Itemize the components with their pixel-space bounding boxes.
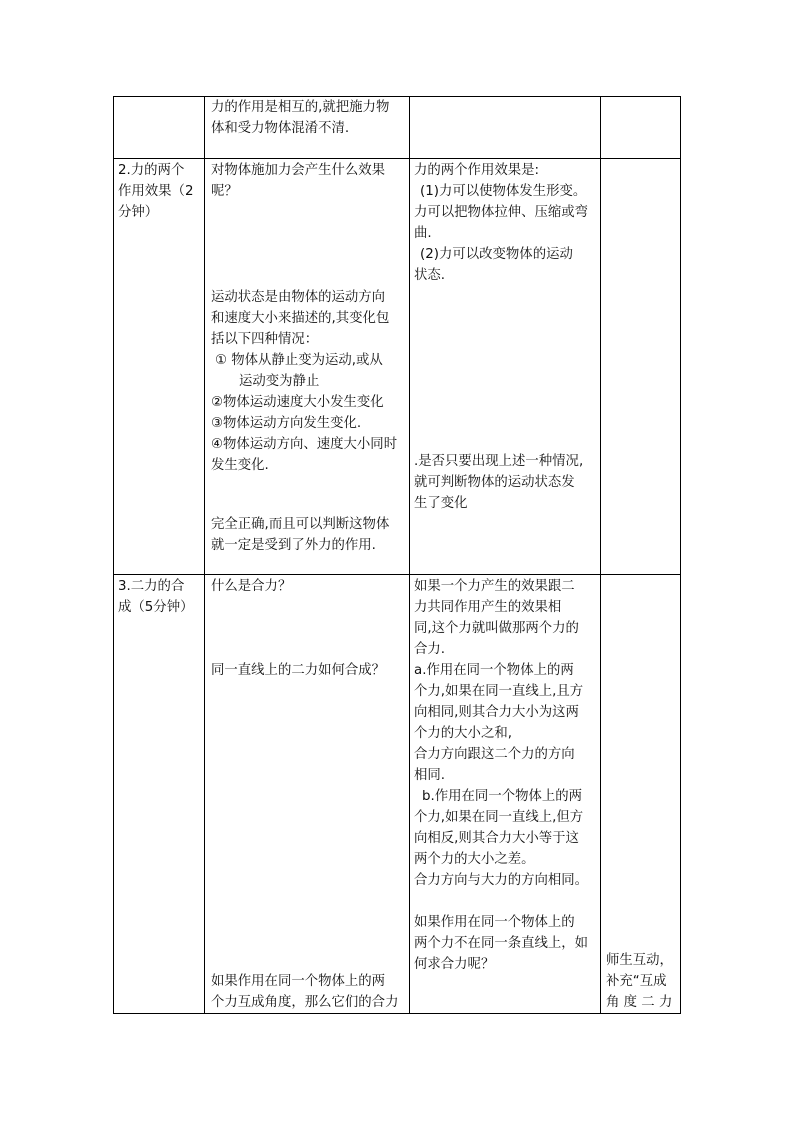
text-line: 个力,如果在同一直线上,且方 bbox=[414, 684, 584, 699]
table-border-right bbox=[680, 96, 681, 1014]
text-line: 合力方向与大力的方向相同。 bbox=[414, 873, 589, 888]
row2-stage-cell bbox=[118, 160, 193, 223]
text-line: 两个力的大小之差。 bbox=[414, 852, 535, 867]
text-line: 角 度 二 力 bbox=[606, 995, 673, 1010]
text-line: 如果作用在同一个物体上的两 bbox=[211, 974, 386, 989]
row-divider-2 bbox=[113, 574, 681, 575]
text-line: 呢？ bbox=[211, 184, 238, 199]
text-line: 就可判断物体的运动状态发 bbox=[414, 475, 575, 490]
text-line: 力共同作用产生的效果相 bbox=[414, 600, 562, 615]
text-line: 如果作用在同一个物体上的 bbox=[414, 915, 575, 930]
case-item: ③物体运动方向发生变化. bbox=[211, 416, 362, 431]
row2-student-question bbox=[414, 451, 583, 514]
text-line: 生了变化 bbox=[414, 496, 468, 511]
text-line: .是否只要出现上述一种情况, bbox=[414, 454, 584, 469]
stage-label-line: 成（5分钟） bbox=[118, 600, 194, 615]
text-line: 何求合力呢？ bbox=[414, 957, 495, 972]
text-line: 体和受力物体混淆不清. bbox=[211, 121, 350, 136]
text-line: 力可以把物体拉伸、压缩或弯 bbox=[414, 205, 589, 220]
case-item: 发生变化. bbox=[211, 458, 269, 473]
row1-teacher-cell bbox=[211, 97, 389, 139]
text-line: 力的两个作用效果是: bbox=[414, 163, 540, 178]
stage-label-line: 2.力的两个 bbox=[118, 163, 185, 178]
text-line: b.作用在同一个物体上的两 bbox=[422, 789, 583, 804]
row2-student-effects bbox=[414, 160, 588, 286]
stage-label-line: 作用效果（2 bbox=[118, 184, 194, 199]
text-line: 向相同,则其合力大小为这两 bbox=[414, 705, 579, 720]
text-line: 如果一个力产生的效果跟二 bbox=[414, 579, 575, 594]
stage-label-line: 分钟） bbox=[118, 205, 159, 220]
row3-note-cell bbox=[606, 950, 673, 1013]
column-divider-1 bbox=[204, 96, 205, 1014]
lesson-table bbox=[113, 96, 681, 1014]
text-line: 什么是合力？ bbox=[211, 579, 292, 594]
row3-teacher-q1 bbox=[211, 576, 291, 597]
text-line: 个力互成角度，那么它们的合力 bbox=[211, 995, 399, 1010]
row2-teacher-explanation bbox=[211, 287, 397, 476]
text-line: 状态. bbox=[414, 268, 446, 283]
text-line: 个力,如果在同一直线上,但方 bbox=[414, 810, 584, 825]
text-line: (1)力可以使物体发生形变。 bbox=[420, 184, 587, 199]
text-line: a.作用在同一个物体上的两 bbox=[414, 663, 574, 678]
text-line: 曲. bbox=[414, 226, 432, 241]
column-divider-2 bbox=[409, 96, 410, 1014]
table-border-top bbox=[113, 96, 681, 97]
spacer bbox=[414, 891, 588, 912]
text-line: 相同. bbox=[414, 768, 446, 783]
text-line: 向相反,则其合力大小等于这 bbox=[414, 831, 579, 846]
text-line: 完全正确,而且可以判断这物体 bbox=[211, 517, 390, 532]
table-border-bottom bbox=[113, 1013, 681, 1014]
stage-label-line: 3.二力的合 bbox=[118, 579, 185, 594]
text-line: 同一直线上的二力如何合成？ bbox=[211, 663, 386, 678]
text-line: 合力方向跟这二个力的方向 bbox=[414, 747, 575, 762]
row2-teacher-conclusion bbox=[211, 514, 389, 556]
text-line: 同,这个力就叫做那两个力的 bbox=[414, 621, 579, 636]
row3-teacher-q3 bbox=[211, 971, 398, 1013]
case-item: ① 物体从静止变为运动,或从 bbox=[215, 353, 383, 368]
table-border-left bbox=[113, 96, 114, 1014]
case-item: ②物体运动速度大小发生变化 bbox=[211, 395, 384, 410]
case-item: 运动变为静止 bbox=[239, 374, 320, 389]
text-line: 力的作用是相互的,就把施力物 bbox=[211, 100, 390, 115]
text-line: 师生互动， bbox=[606, 953, 673, 968]
text-line: 和速度大小来描述的,其变化包 bbox=[211, 311, 390, 326]
text-line: (2)力可以改变物体的运动 bbox=[420, 247, 573, 262]
text-line: 补充“互成 bbox=[606, 974, 667, 989]
case-item: ④物体运动方向、速度大小同时 bbox=[211, 437, 398, 452]
row3-stage-cell bbox=[118, 576, 193, 618]
text-line: 括以下四种情况： bbox=[211, 332, 319, 347]
text-line: 两个力不在同一条直线上，如 bbox=[414, 936, 589, 951]
text-line: 运动状态是由物体的运动方向 bbox=[211, 290, 386, 305]
row-divider-1 bbox=[113, 158, 681, 159]
column-divider-3 bbox=[600, 96, 601, 1014]
text-line: 合力. bbox=[414, 642, 446, 657]
text-line: 对物体施加力会产生什么效果 bbox=[211, 163, 386, 178]
text-line: 就一定是受到了外力的作用. bbox=[211, 538, 376, 553]
row2-teacher-question bbox=[211, 160, 385, 202]
row3-teacher-q2 bbox=[211, 660, 385, 681]
row3-student-answers bbox=[414, 576, 588, 975]
text-line: 个力的大小之和, bbox=[414, 726, 512, 741]
